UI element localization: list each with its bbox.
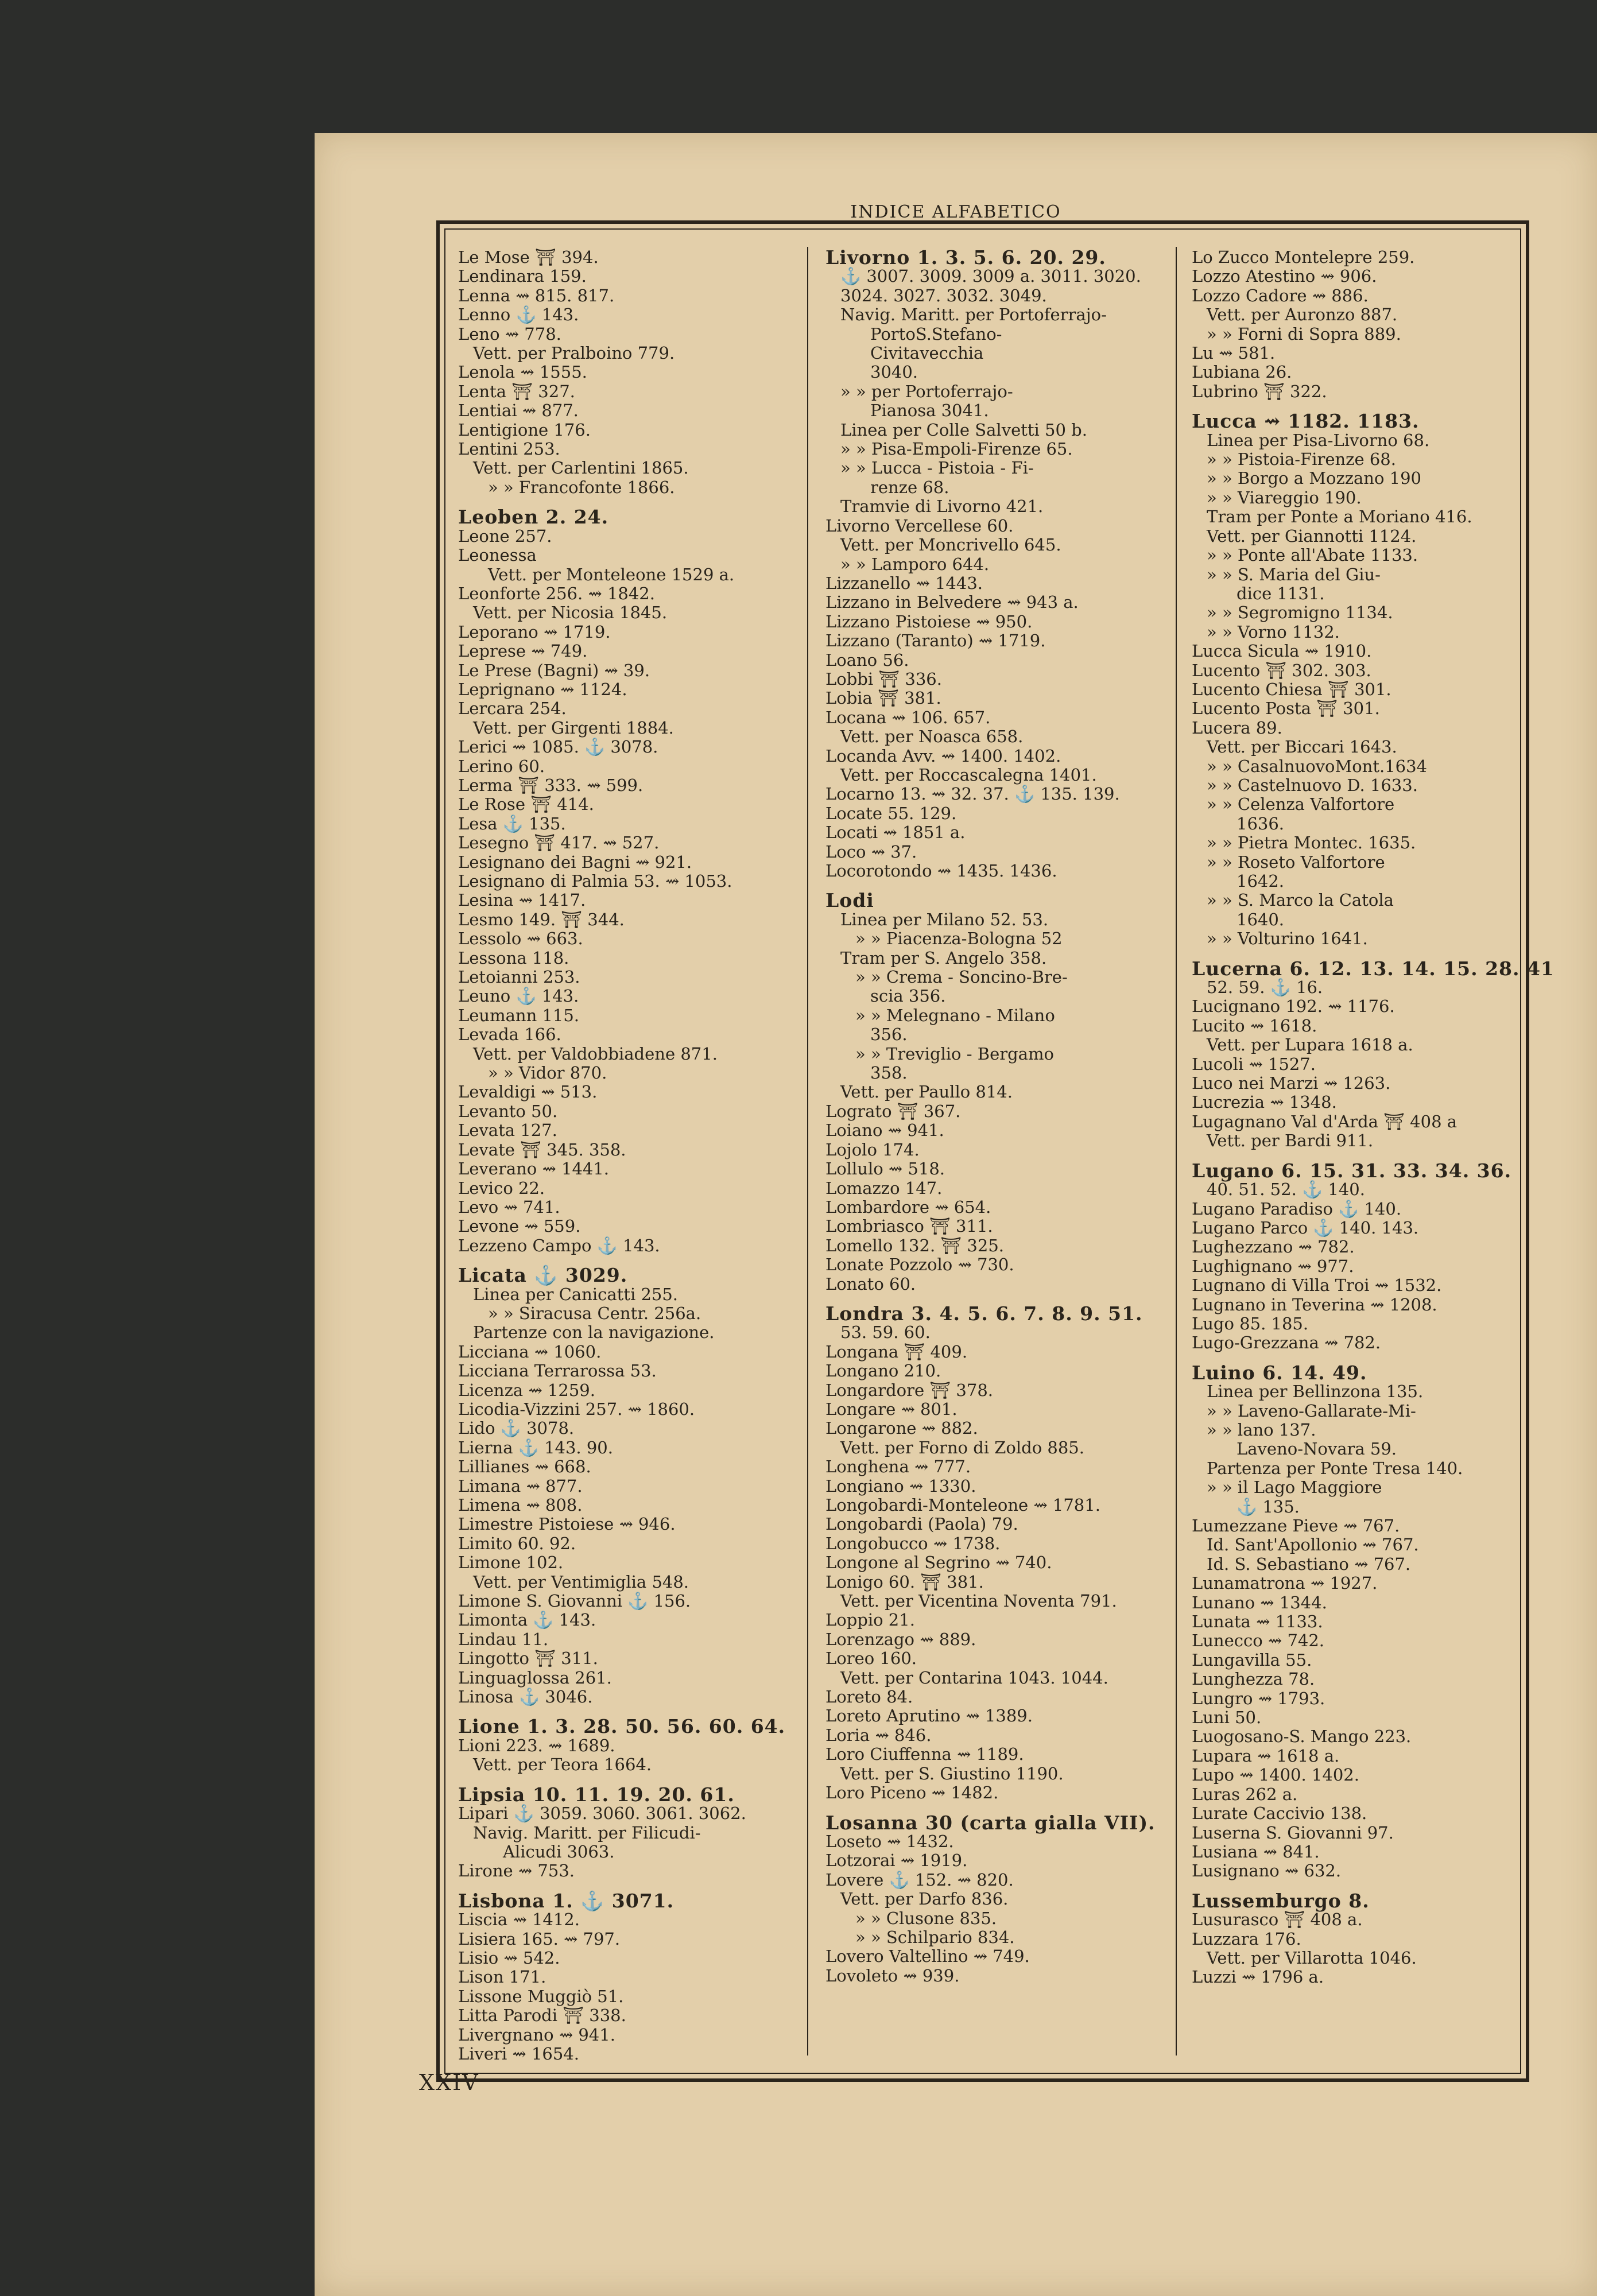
index-entry: Luzzara 176. [1192,1929,1301,1949]
index-entry: renze 68. [870,477,949,497]
index-entry: » » Roseto Valfortore [1207,852,1385,872]
index-entry: Lonato 60. [825,1274,916,1294]
index-entry: Lughignano ⇝ 977. [1192,1256,1354,1276]
index-entry: Vett. per Giannotti 1124. [1207,526,1417,546]
index-heading: Lugano 6. 15. 31. 33. 34. 36. [1192,1159,1512,1182]
index-entry: Lucoli ⇝ 1527. [1192,1054,1316,1074]
index-heading: Lucca ⇝ 1182. 1183. [1192,410,1420,433]
index-entry: Levada 166. [458,1025,561,1045]
index-entry: Lizzanello ⇝ 1443. [825,573,983,593]
index-entry: Lunecco ⇝ 742. [1192,1631,1325,1651]
index-entry: Linosa ⚓ 3046. [458,1687,593,1707]
index-entry: Navig. Maritt. per Portoferrajo- [840,305,1107,325]
index-frame [436,220,1555,2082]
index-entry: Luni 50. [1192,1708,1262,1728]
index-entry: Lusurasco ⛩ 408 a. [1192,1910,1363,1930]
index-entry: 3040. [870,362,918,382]
index-entry: Lupara ⇝ 1618 a. [1192,1746,1340,1766]
index-entry: Lomazzo 147. [825,1178,943,1198]
index-entry: Linea per Pisa-Livorno 68. [1207,430,1430,450]
index-entry: Lerino 60. [458,756,545,776]
entry-gap [825,881,1170,891]
index-entry: Linea per Bellinzona 135. [1207,1382,1424,1402]
index-entry: Leonforte 256. ⇝ 1842. [458,583,655,603]
index-entry: Lessolo ⇝ 663. [458,929,583,949]
index-entry: Lunata ⇝ 1133. [1192,1612,1323,1632]
index-entry: » » Segromigno 1134. [1207,603,1393,623]
index-entry: Lusignano ⇝ 632. [1192,1861,1342,1881]
index-entry: » » Castelnuovo D. 1633. [1207,775,1418,795]
index-entry: Vett. per Carlentini 1865. [473,458,689,478]
index-entry: » » il Lago Maggiore [1207,1477,1382,1498]
index-entry: Lenta ⛩ 327. [458,381,575,401]
index-entry: Lenna ⇝ 815. 817. [458,285,615,305]
index-entry: 1640. [1236,909,1285,929]
index-entry: Lugano Paradiso ⚓ 140. [1192,1199,1402,1219]
index-entry: 53. 59. 60. [840,1322,931,1343]
index-entry: Letoianni 253. [458,967,580,987]
index-entry: Liveri ⇝ 1654. [458,2043,579,2064]
index-entry: Lograto ⛩ 367. [825,1101,961,1121]
index-heading: Lipsia 10. 11. 19. 20. 61. [458,1783,735,1806]
index-entry: Lercara 254. [458,699,567,719]
index-entry: Leporano ⇝ 1719. [458,622,611,642]
index-entry: Licciana ⇝ 1060. [458,1341,602,1362]
index-entry: Limone S. Giovanni ⚓ 156. [458,1591,691,1611]
index-entry: Loseto ⇝ 1432. [825,1831,954,1851]
index-entry: Levo ⇝ 741. [458,1197,560,1217]
index-entry: Locate 55. 129. [825,803,957,823]
index-entry: Lindau 11. [458,1629,549,1649]
index-entry: Levate ⛩ 345. 358. [458,1139,626,1159]
index-entry: Loppio 21. [825,1610,915,1630]
index-entry: Partenze con la navigazione. [473,1322,715,1343]
index-entry: Lucera 89. [1192,718,1282,738]
index-entry: Livorno Vercellese 60. [825,515,1014,536]
index-entry: Longobardi-Monteleone ⇝ 1781. [825,1495,1100,1515]
index-entry: Vett. per Contarina 1043. 1044. [840,1667,1108,1688]
index-entry: Loreo 160. [825,1649,917,1669]
index-entry: Lissone Muggiò 51. [458,1986,624,2006]
index-entry: Vett. per Noasca 658. [840,727,1024,747]
page-number: XXIV [419,2070,479,2095]
index-entry: Lison 171. [458,1967,546,1987]
index-entry: Lonate Pozzolo ⇝ 730. [825,1255,1014,1275]
index-entry: Lesegno ⛩ 417. ⇝ 527. [458,833,660,853]
index-entry: 40. 51. 52. ⚓ 140. [1207,1180,1365,1200]
index-heading: Leoben 2. 24. [458,506,609,529]
index-entry: Luco nei Marzi ⇝ 1263. [1192,1073,1391,1093]
index-entry: » » Treviglio - Bergamo [855,1044,1054,1064]
index-entry: Loco ⇝ 37. [825,841,917,862]
index-entry: Lunamatrona ⇝ 1927. [1192,1573,1378,1593]
index-entry: Le Mose ⛩ 394. [458,247,599,267]
index-entry: » » Piacenza-Bologna 52 [855,929,1063,949]
index-entry: Loiano ⇝ 941. [825,1120,944,1141]
index-entry: Vett. per Biccari 1643. [1207,737,1397,757]
index-entry: Lugnano di Villa Troi ⇝ 1532. [1192,1275,1442,1296]
index-entry: Longobucco ⇝ 1738. [825,1533,1001,1553]
index-entry: Vett. per Girgenti 1884. [473,718,674,738]
index-entry: » » Siracusa Centr. 256a. [488,1303,701,1323]
index-entry: Linguaglossa 261. [458,1667,612,1688]
index-entry: Vett. per Bardi 911. [1207,1131,1374,1151]
index-entry: Lo Zucco Montelepre 259. [1192,247,1415,267]
index-entry: Lingotto ⛩ 311. [458,1649,598,1669]
index-entry: Lugo 85. 185. [1192,1313,1309,1333]
index-entry: Limone 102. [458,1553,564,1573]
index-entry: Vett. per Pralboino 779. [473,343,675,363]
index-entry: Laveno-Novara 59. [1236,1439,1397,1459]
index-entry: Loano 56. [825,650,909,670]
index-entry: Alicudi 3063. [503,1841,615,1861]
index-entry: Longano 210. [825,1361,941,1381]
index-entry: Tram per S. Angelo 358. [840,948,1047,968]
index-entry: Lesignano dei Bagni ⇝ 921. [458,852,692,872]
index-column-2 [825,248,1170,1985]
index-entry: Longarone ⇝ 882. [825,1418,978,1438]
index-entry: Vett. per Monteleone 1529 a. [488,564,735,584]
index-heading: Livorno 1. 3. 5. 6. 20. 29. [825,246,1106,269]
index-entry: » » Vorno 1132. [1207,622,1340,642]
index-heading: Losanna 30 (carta gialla VII). [825,1811,1156,1834]
index-entry: Lozzo Atestino ⇝ 906. [1192,266,1377,286]
index-entry: Leumann 115. [458,1005,580,1025]
index-entry: Vett. per Forno di Zoldo 885. [840,1437,1084,1457]
index-entry: Lollulo ⇝ 518. [825,1159,945,1179]
column-divider [1176,247,1177,2055]
index-entry: Pianosa 3041. [870,401,989,421]
index-entry: Limito 60. 92. [458,1533,576,1553]
index-entry: Vett. per Lupara 1618 a. [1207,1035,1413,1055]
index-entry: Loro Piceno ⇝ 1482. [825,1783,999,1803]
index-entry: » » Lamporo 644. [840,554,990,574]
index-entry: 1636. [1236,813,1285,833]
index-heading: Lucerna 6. 12. 13. 14. 15. 28. 41 [1192,957,1555,980]
index-heading: Luino 6. 14. 49. [1192,1361,1367,1384]
index-entry: Lido ⚓ 3078. [458,1418,575,1438]
index-entry: 1642. [1236,871,1285,891]
index-entry: Navig. Maritt. per Filicudi- [473,1822,701,1843]
index-entry: ⚓ 135. [1236,1496,1300,1517]
index-heading: Lodi [825,889,874,912]
index-entry: Vett. per Vicentina Noventa 791. [840,1591,1117,1611]
index-entry: Limestre Pistoiese ⇝ 946. [458,1514,676,1534]
index-entry: » » Francofonte 1866. [488,477,675,497]
index-entry: Litta Parodi ⛩ 338. [458,2006,626,2026]
index-entry: » » Ponte all'Abate 1133. [1207,545,1418,565]
index-entry: Licodia-Vizzini 257. ⇝ 1860. [458,1399,695,1419]
index-entry: Linea per Colle Salvetti 50 b. [840,420,1087,440]
index-entry: Longare ⇝ 801. [825,1399,958,1419]
index-entry: » » Volturino 1641. [1207,929,1368,949]
index-heading: Lione 1. 3. 28. 50. 56. 60. 64. [458,1715,786,1738]
index-entry: Lendinara 159. [458,266,587,286]
index-entry: » » Pisa-Empoli-Firenze 65. [840,439,1073,459]
index-entry: » » Forni di Sopra 889. [1207,324,1401,344]
index-entry: Lisiera 165. ⇝ 797. [458,1929,621,1949]
index-entry: Lirone ⇝ 753. [458,1861,575,1881]
index-heading: Lussemburgo 8. [1192,1889,1370,1912]
index-entry: Lillianes ⇝ 668. [458,1457,591,1477]
index-entry: Lovere ⚓ 152. ⇝ 820. [825,1870,1014,1890]
index-entry: Lucito ⇝ 1618. [1192,1015,1317,1035]
index-entry: Lentigione 176. [458,420,591,440]
index-entry: Leuno ⚓ 143. [458,986,579,1006]
index-entry: Id. Sant'Apollonio ⇝ 767. [1207,1535,1419,1555]
index-entry: Lesa ⚓ 135. [458,813,566,833]
index-entry: Lentiai ⇝ 877. [458,401,579,421]
index-entry: Locanda Avv. ⇝ 1400. 1402. [825,746,1061,766]
index-entry: Limonta ⚓ 143. [458,1610,596,1630]
index-entry: PortoS.Stefano- [870,324,1002,344]
index-entry: Lizzano Pistoiese ⇝ 950. [825,611,1033,631]
index-entry: Longana ⛩ 409. [825,1341,968,1362]
index-entry: Lombardore ⇝ 654. [825,1197,991,1217]
index-entry: Luras 262 a. [1192,1784,1298,1804]
index-entry: scia 356. [870,986,946,1006]
index-entry: Vett. per Roccascalegna 1401. [840,765,1097,785]
index-entry: » » Celenza Valfortore [1207,794,1395,815]
index-entry: Longone al Segrino ⇝ 740. [825,1553,1052,1573]
index-entry: Levico 22. [458,1178,545,1198]
index-entry: Levata 127. [458,1120,557,1141]
index-entry: Licenza ⇝ 1259. [458,1380,595,1400]
index-entry: Lumezzane Pieve ⇝ 767. [1192,1516,1400,1535]
index-entry: Lunano ⇝ 1344. [1192,1592,1327,1612]
index-entry: Lucrezia ⇝ 1348. [1192,1092,1337,1112]
index-entry: Lovero Valtellino ⇝ 749. [825,1946,1030,1967]
index-entry: Vett. per Moncrivello 645. [840,535,1061,555]
index-entry: Longiano ⇝ 1330. [825,1476,976,1496]
index-entry: Liscia ⇝ 1412. [458,1910,580,1930]
index-entry: Leone 257. [458,526,552,546]
index-column-1 [458,247,786,2064]
index-entry: Lonigo 60. ⛩ 381. [825,1572,984,1592]
index-entry: » » Pistoia-Firenze 68. [1207,449,1396,470]
index-entry: Lucignano 192. ⇝ 1176. [1192,996,1395,1017]
index-entry: Linea per Milano 52. 53. [840,909,1049,929]
index-entry: Leprese ⇝ 749. [458,641,588,661]
index-entry: Lupo ⇝ 1400. 1402. [1192,1765,1359,1785]
index-entry: Lubiana 26. [1192,362,1292,382]
index-entry: 3024. 3027. 3032. 3049. [840,285,1047,305]
index-entry: Lioni 223. ⇝ 1689. [458,1735,615,1755]
index-entry: Longhena ⇝ 777. [825,1457,971,1477]
index-entry: Lierna ⚓ 143. 90. [458,1437,613,1457]
index-entry: 52. 59. ⚓ 16. [1207,978,1323,998]
index-entry: Livergnano ⇝ 941. [458,2024,615,2045]
index-entry: Lotzorai ⇝ 1919. [825,1851,968,1871]
index-entry: Locati ⇝ 1851 a. [825,823,966,843]
column-divider [807,247,808,2055]
index-entry: Loria ⇝ 846. [825,1725,932,1745]
index-entry: Lessona 118. [458,948,569,968]
index-entry: Locorotondo ⇝ 1435. 1436. [825,861,1057,881]
index-entry: Lentini 253. [458,439,560,459]
index-entry: Leverano ⇝ 1441. [458,1159,610,1179]
index-entry: Vett. per Darfo 836. [840,1889,1009,1909]
index-entry: Vett. per Auronzo 887. [1207,305,1398,325]
index-entry: Loreto 84. [825,1687,913,1707]
index-entry: Le Rose ⛩ 414. [458,794,594,815]
index-entry: Lubrino ⛩ 322. [1192,381,1327,401]
index-entry: Lobbi ⛩ 336. [825,669,942,689]
index-entry: Lucento Posta ⛩ 301. [1192,699,1380,719]
index-entry: Limana ⇝ 877. [458,1476,583,1496]
index-entry: Lovoleto ⇝ 939. [825,1965,960,1985]
index-entry: Civitavecchia [870,343,984,363]
index-entry: Lu ⇝ 581. [1192,343,1276,363]
index-entry: » » Vidor 870. [488,1063,607,1083]
index-entry: Lezzeno Campo ⚓ 143. [458,1235,660,1255]
index-entry: » » Melegnano - Milano [855,1005,1055,1025]
index-entry: » » Laveno-Gallarate-Mi- [1207,1401,1416,1421]
index-entry: » » Viareggio 190. [1207,487,1362,507]
index-entry: Vett. per Ventimiglia 548. [473,1572,689,1592]
index-heading: Lisbona 1. ⚓ 3071. [458,1889,675,1912]
index-entry: Lesina ⇝ 1417. [458,890,586,910]
book-page [315,133,1597,2296]
index-entry: Partenza per Ponte Tresa 140. [1207,1458,1463,1478]
index-entry: Longardore ⛩ 378. [825,1380,993,1400]
index-entry: Luserna S. Giovanni 97. [1192,1822,1394,1843]
index-entry: Levanto 50. [458,1101,558,1121]
index-entry: Lungavilla 55. [1192,1650,1312,1670]
index-entry: Lizzano in Belvedere ⇝ 943 a. [825,592,1079,612]
index-entry: Vett. per Teora 1664. [473,1755,652,1775]
index-entry: Vett. per Villarotta 1046. [1207,1948,1417,1968]
index-entry: Luzzi ⇝ 1796 a. [1192,1967,1324,1987]
page-header: INDICE ALFABETICO [850,202,1061,222]
index-entry: Lughezzano ⇝ 782. [1192,1237,1355,1257]
index-entry: Lombriasco ⛩ 311. [825,1216,993,1236]
index-entry: Leno ⇝ 778. [458,324,561,344]
index-entry: Lunghezza 78. [1192,1669,1315,1689]
index-entry: Vett. per Valdobbiadene 871. [473,1044,718,1064]
index-entry: » » Schilpario 834. [855,1927,1015,1947]
index-entry: Lesmo 149. ⛩ 344. [458,909,625,929]
index-entry: » » lano 137. [1207,1420,1316,1440]
index-entry: Lomello 132. ⛩ 325. [825,1235,1004,1255]
index-entry: Lorenzago ⇝ 889. [825,1629,976,1649]
index-entry: Lisio ⇝ 542. [458,1948,560,1968]
index-entry: Luogosano-S. Mango 223. [1192,1727,1412,1747]
index-heading: Londra 3. 4. 5. 6. 7. 8. 9. 51. [825,1302,1143,1325]
index-entry: Id. S. Sebastiano ⇝ 767. [1207,1554,1411,1574]
index-entry: » » S. Maria del Giu- [1207,564,1381,584]
index-entry: » » Borgo a Mozzano 190 [1207,468,1422,488]
index-entry: ⚓ 3007. 3009. 3009 a. 3011. 3020. [840,266,1141,286]
index-entry: Lucento ⛩ 302. 303. [1192,660,1371,680]
index-entry: Loro Ciuffenna ⇝ 1189. [825,1744,1024,1764]
index-entry: Lucento Chiesa ⛩ 301. [1192,679,1391,699]
index-entry: Lojolo 174. [825,1139,920,1159]
index-entry: Linea per Canicatti 255. [473,1284,679,1304]
index-entry: Leprignano ⇝ 1124. [458,679,627,699]
index-entry: Lungro ⇝ 1793. [1192,1688,1325,1708]
index-entry: » » S. Marco la Catola [1207,890,1394,910]
index-entry: Vett. per Nicosia 1845. [473,603,668,623]
index-entry: Lugagnano Val d'Arda ⛩ 408 a [1192,1111,1458,1131]
index-entry: Lerma ⛩ 333. ⇝ 599. [458,775,644,795]
index-entry: Locarno 13. ⇝ 32. 37. ⚓ 135. 139. [825,784,1120,804]
index-entry: » » Clusone 835. [855,1908,997,1928]
index-entry: Levaldigi ⇝ 513. [458,1082,598,1102]
index-entry: Lugo-Grezzana ⇝ 782. [1192,1333,1381,1353]
index-entry: Limena ⇝ 808. [458,1495,583,1515]
index-entry: Lobia ⛩ 381. [825,688,941,708]
index-entry: » » Crema - Soncino-Bre- [855,967,1068,987]
index-entry: Lizzano (Taranto) ⇝ 1719. [825,631,1046,651]
index-entry: Leonessa [458,545,537,565]
index-entry: 356. [870,1025,908,1045]
index-entry: Le Prese (Bagni) ⇝ 39. [458,660,650,680]
index-entry: Loreto Aprutino ⇝ 1389. [825,1706,1033,1726]
index-heading: Licata ⚓ 3029. [458,1264,628,1287]
index-entry: Lucca Sicula ⇝ 1910. [1192,641,1372,661]
index-entry: Lipari ⚓ 3059. 3060. 3061. 3062. [458,1804,746,1824]
index-entry: » » per Portoferrajo- [840,381,1013,401]
index-entry: Lenno ⚓ 143. [458,305,579,325]
index-entry: » » Pietra Montec. 1635. [1207,833,1416,853]
index-entry: Vett. per Paullo 814. [840,1082,1013,1102]
index-entry: Licciana Terrarossa 53. [458,1361,657,1381]
index-entry: Tram per Ponte a Moriano 416. [1207,507,1472,527]
index-entry: Levone ⇝ 559. [458,1216,581,1236]
index-entry: Lenola ⇝ 1555. [458,362,587,382]
index-entry: Lozzo Cadore ⇝ 886. [1192,285,1369,305]
index-entry: Lurate Caccivio 138. [1192,1804,1367,1824]
index-entry: Lugano Parco ⚓ 140. 143. [1192,1217,1419,1238]
index-entry: Lusiana ⇝ 841. [1192,1841,1320,1861]
index-entry: Vett. per S. Giustino 1190. [840,1763,1064,1783]
index-entry: » » Lucca - Pistoia - Fi- [840,458,1034,478]
index-entry: Lesignano di Palmia 53. ⇝ 1053. [458,871,732,891]
index-entry: 358. [870,1063,908,1083]
index-entry: Locana ⇝ 106. 657. [825,707,991,727]
index-entry: Longobardi (Paola) 79. [825,1514,1018,1534]
index-entry: Lugnano in Teverina ⇝ 1208. [1192,1294,1437,1314]
index-entry: dice 1131. [1236,583,1325,603]
index-entry: Tramvie di Livorno 421. [840,497,1044,517]
index-entry: Lerici ⇝ 1085. ⚓ 3078. [458,737,658,757]
index-column-3 [1192,247,1555,1987]
index-entry: » » CasalnuovoMont.1634 [1207,756,1428,776]
